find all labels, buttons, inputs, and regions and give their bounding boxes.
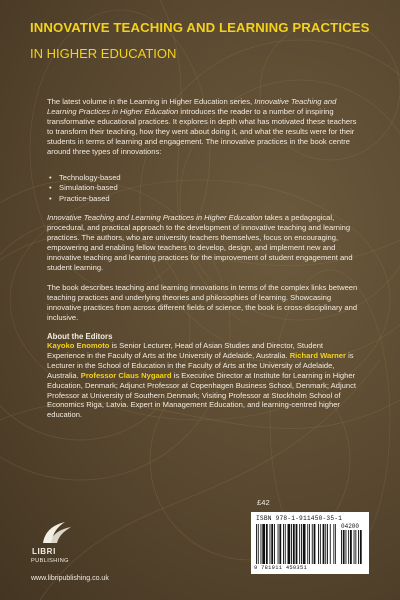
barcode-bar bbox=[293, 524, 295, 564]
barcode-bar bbox=[309, 524, 310, 564]
barcode-bar bbox=[296, 524, 298, 564]
list-item: • Technology-based bbox=[47, 173, 247, 183]
editor-name: Professor Claus Nygaard bbox=[80, 370, 172, 380]
list-item: • Practice-based bbox=[47, 194, 247, 204]
barcode-bar bbox=[314, 524, 316, 564]
barcode-bar bbox=[354, 530, 355, 564]
barcode-bar bbox=[341, 530, 342, 564]
editor-bio: is Lecturer in the School of Education in the Faculty of Arts at the University of Adelaide, Australia. bbox=[47, 350, 354, 380]
barcode-bar bbox=[285, 524, 286, 564]
barcode-bar bbox=[288, 524, 291, 564]
barcode-bar bbox=[270, 524, 271, 564]
barcode-bar bbox=[348, 530, 349, 564]
p1-text-a: The latest volume in the Learning in Higher Education series, bbox=[47, 97, 255, 106]
editor-bio: is Senior Lecturer, Head of Asian Studies and Director, Student Experience in the Faculty of Arts at the University of Adelaide, Australia. bbox=[47, 341, 324, 360]
price-label: £42 bbox=[257, 498, 270, 507]
list-item: • Simulation-based bbox=[47, 183, 247, 193]
ean-barcode-bars bbox=[256, 524, 336, 564]
barcode-bar bbox=[343, 530, 345, 564]
barcode-bar bbox=[256, 524, 257, 564]
barcode-bar bbox=[330, 524, 331, 564]
editor-name: Richard Warner bbox=[289, 350, 346, 360]
p2-book-title: Innovative Teaching and Learning Practices in Higher Education bbox=[47, 213, 263, 222]
publisher-url[interactable]: www.libripublishing.co.uk bbox=[31, 575, 109, 582]
barcode-addon-number: 04200 bbox=[341, 523, 360, 530]
publisher-name: LIBRI bbox=[32, 547, 56, 556]
p1-text-b: introduces the reader to a number of inspiring transformative educational practices. It explores in depth what has motivated these teachers to transform their teaching, how they went about doing it, and what the results were for their students in terms of learning and engagement. The innovative practices in the book centre around three types of innovations: bbox=[47, 106, 357, 156]
barcode-bar bbox=[279, 524, 281, 564]
barcode-bar bbox=[320, 524, 321, 564]
p3-text: The book describes teaching and learning innovations in terms of the complex links between teaching practices and underlying theories and philosophies of learning. Showcasing innovative practices from across different fields of science, the book is cross-disciplinary and inclusive. bbox=[47, 283, 358, 322]
editors-heading: About the Editors bbox=[47, 332, 113, 341]
editor-bio: is Executive Director at Institute for Learning in Higher Education, Denmark; Adjunct Professor at Copenhagen Business School, Denmark; Adjunct Professor at University of Southern Denmark; Visiting Professor at Stockholm School of Economics Riga, Latvia. Expert in Management Education, and learning-centred higher education. bbox=[47, 370, 356, 420]
barcode-bar bbox=[266, 524, 268, 564]
addon-barcode-bars bbox=[341, 530, 365, 564]
barcode-bar bbox=[333, 524, 334, 564]
barcode-bar bbox=[350, 530, 352, 564]
barcode-bar bbox=[262, 524, 265, 564]
barcode-bar bbox=[312, 524, 313, 564]
editors-bio bbox=[47, 341, 362, 420]
barcode-bar bbox=[291, 524, 292, 564]
book-title: INNOVATIVE TEACHING AND LEARNING PRACTICES bbox=[30, 20, 370, 35]
barcode-bar bbox=[274, 524, 275, 564]
barcode-bar bbox=[271, 524, 273, 564]
isbn-label: ISBN 978-1-911450-35-1 bbox=[256, 515, 343, 522]
editor-name: Kayoko Enomoto bbox=[47, 341, 110, 350]
barcode-bar bbox=[318, 524, 319, 564]
barcode-bar bbox=[346, 530, 347, 564]
description-paragraph-3 bbox=[47, 283, 362, 323]
publisher-subtitle: PUBLISHING bbox=[31, 558, 69, 564]
libri-logo-icon bbox=[35, 517, 75, 547]
p2-text: takes a pedagogical, procedural, and practical approach to the development of innovative teaching and learning practices. The authors, who are university teachers themselves, focus on encouraging, empowering and enabling fellow teachers to develop, design, and implement new and innovative teaching and learning practices for the improvement of student engagement and student learning. bbox=[47, 213, 353, 272]
description-paragraph-2 bbox=[47, 213, 362, 272]
barcode-bar bbox=[325, 524, 326, 564]
barcode-bar bbox=[261, 524, 262, 564]
barcode-bar bbox=[299, 524, 300, 564]
barcode-bar bbox=[355, 530, 356, 564]
book-subtitle: IN HIGHER EDUCATION bbox=[30, 46, 177, 61]
barcode-bar bbox=[335, 524, 336, 564]
isbn-barcode bbox=[251, 512, 369, 574]
p1-book-title: Innovative Teaching and Learning Practices in Higher Education bbox=[47, 97, 337, 116]
barcode-bar bbox=[327, 524, 328, 564]
barcode-bar bbox=[303, 524, 306, 564]
barcode-bar bbox=[258, 524, 259, 564]
barcode-bar bbox=[360, 530, 362, 564]
barcode-bar bbox=[307, 524, 308, 564]
innovation-types-list bbox=[47, 173, 247, 204]
description-paragraph-1 bbox=[47, 97, 362, 156]
barcode-bar bbox=[358, 530, 359, 564]
barcode-bar bbox=[323, 524, 325, 564]
barcode-bar bbox=[283, 524, 284, 564]
barcode-bar bbox=[278, 524, 279, 564]
barcode-bar bbox=[301, 524, 302, 564]
barcode-number: 9 781911 450351 bbox=[254, 565, 308, 571]
